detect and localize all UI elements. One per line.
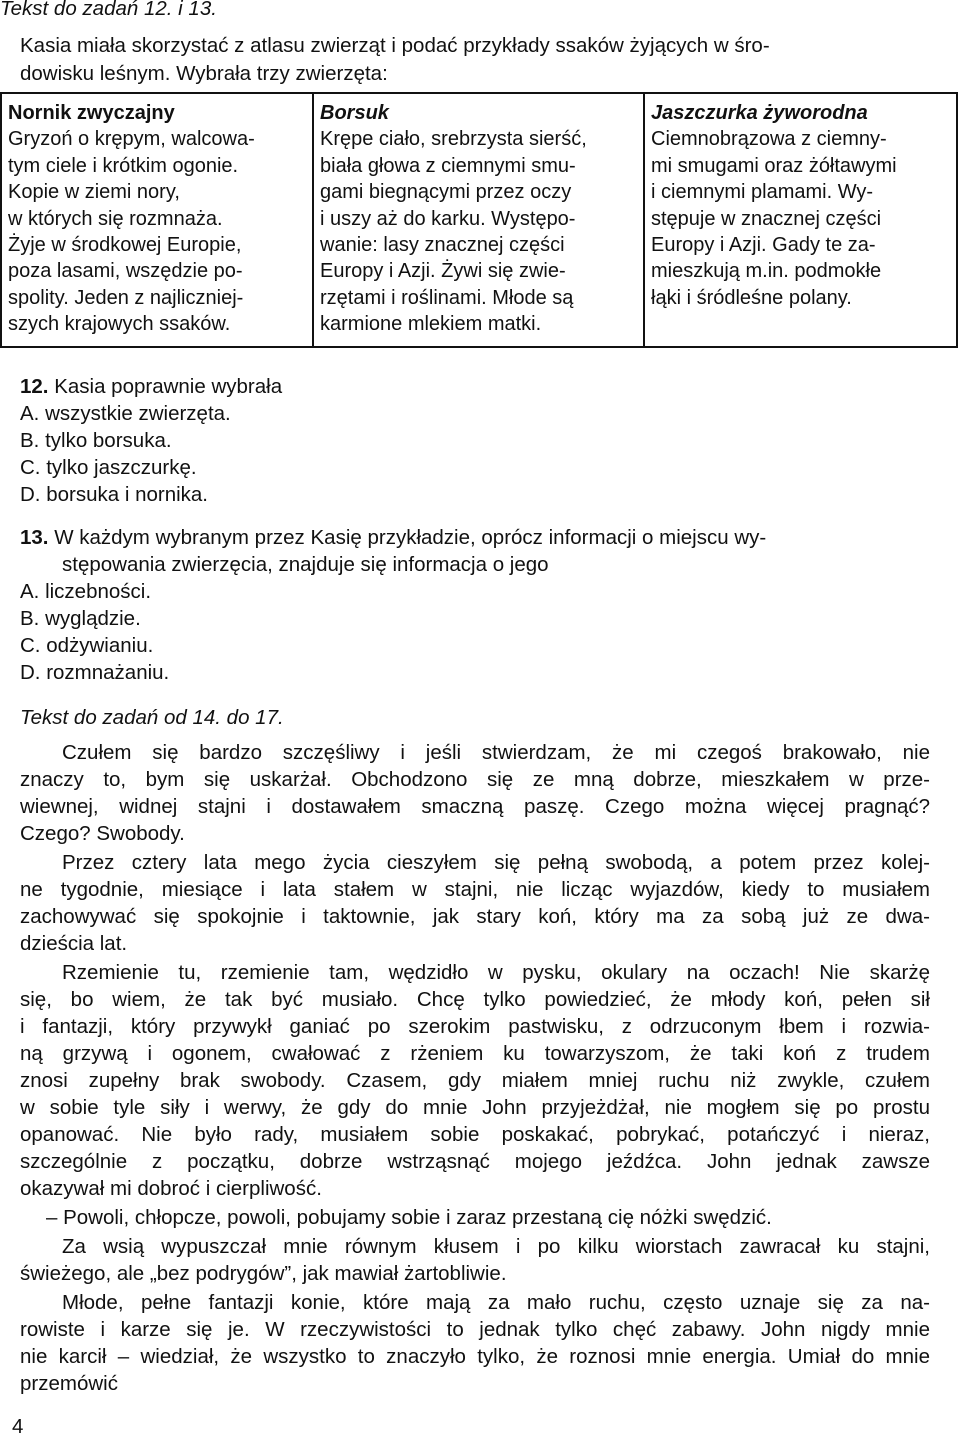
text2-line: nie karcił – wiedział, że wszystko to znaczyło tylko, że roznosi mnie energia. Umiał do mnie przemówić [20,1345,930,1395]
question-13-stem-1 [20,525,766,552]
animal-desc-line: Gryzoń o krępym, walcowa- [8,128,255,151]
text2-line: opanować. Nie było rady, musiałem sobie poskakać, pobrykać, potańczyć i nieraz, [20,1123,930,1146]
text2-line: świeżego, ale „bez podrygów”, jak mawiał żartobliwie. [20,1262,507,1285]
text2-line: się, bo wiem, że tak być musiało. Chcę tylko powiedzieć, że młody koń, pełen sił [20,988,930,1011]
animal-cell-nornik [1,93,313,347]
text2-line: ne tygodnie, miesiące i lata stałem w stajni, nie licząc wyjazdów, kiedy to musiałem [20,878,930,901]
text2-line: Za wsią wypuszczał mnie równym kłusem i po kilku wiorstach zawracał ku stajni, [62,1235,930,1258]
text-heading: Tekst do zadań 12. i 13. [0,0,217,20]
text2-line: Rzemienie tu, rzemienie tam, wędzidło w pysku, okulary na oczach! Nie skarżę [62,961,930,984]
page-number: 4 [12,1415,24,1438]
animal-desc-line: Ciemnobrązowa z ciemny- [651,128,887,151]
animal-desc-line: spolity. Jeden z najliczniej- [8,286,244,309]
text2-line: ną grzywą i ogonem, cwałować z rżeniem ku towarzyszom, że taki koń z trudem [20,1042,930,1065]
animal-desc-line: gami biegnącymi przez oczy [320,181,572,204]
animal-desc-line: mi smugami oraz żółtawymi [651,154,897,177]
animal-desc-line: Europy i Azji. Żywi się zwie- [320,260,566,283]
text2-line: wiewnej, widnej stajni i dostawałem smaczną paszę. Czego można więcej pragnąć? [20,795,930,818]
animals-table [0,92,958,348]
text2-line: Młode, pełne fantazji konie, które mają za mało ruchu, często uznaje się za na- [62,1291,930,1314]
text2-line: Czułem się bardzo szczęśliwy i jeśli stwierdzam, że mi czegoś brakowało, nie [62,741,930,764]
animal-desc-line: Żyje w środkowej Europie, [8,234,242,257]
question-12-option-b: B. tylko borsuka. [20,429,172,452]
animal-desc-line: rzętami i roślinami. Młode są [320,286,574,309]
animal-cell-borsuk [313,93,644,347]
animal-name: Nornik zwyczajny [8,102,175,124]
animal-desc-line: Europy i Azji. Gady te za- [651,234,876,257]
animal-desc-line: łąki i śródleśne polany. [651,286,852,309]
text2-line: szczególnie z początku, dobrze wstrząsnąć mojego jeźdźca. John jednak zawsze [20,1150,930,1173]
text2-line: dzieścia lat. [20,932,128,955]
question-13-option-b: B. wyglądzie. [20,607,141,630]
animal-desc-line: poza lasami, wszędzie po- [8,260,243,283]
animal-desc-line: szych krajowych ssaków. [8,313,231,336]
text2-line: w sobie tyle siły i werwy, że gdy do mnie John przyjeżdżał, nie mogłem się po prostu [20,1096,930,1119]
animal-desc-line: i uszy aż do karku. Występo- [320,207,576,230]
animal-name: Borsuk [320,102,389,124]
text2-line: zachowywać się spokojnie i taktownie, jak stary koń, który ma za sobą już ze dwa- [20,905,930,928]
question-text: Kasia poprawnie wybrała [48,375,283,398]
intro-line-1: Kasia miała skorzystać z atlasu zwierząt i podać przykłady ssaków żyjących w śro- [20,34,770,57]
question-12-stem [20,374,282,401]
text2-line: znaczy to, bym się uskarżał. Obchodzono się ze mną dobrze, mieszkałem w prze- [20,768,930,791]
animal-desc-line: stępuje w znacznej części [651,207,882,230]
animal-desc-line: i ciemnymi plamami. Wy- [651,181,874,204]
question-12-option-c: C. tylko jaszczurkę. [20,456,197,479]
animal-desc-line: tym ciele i krótkim ogonie. [8,154,239,177]
animal-name: Jaszczurka żyworodna [651,102,868,124]
text2-heading: Tekst do zadań od 14. do 17. [20,706,284,729]
question-13-stem-2: stępowania zwierzęcia, znajduje się informacja o jego [62,553,549,576]
text2-line: Przez cztery lata mego życia cieszyłem się pełną swobodą, a potem przez kolej- [62,851,930,874]
text2-line: rowiste i karze się je. W rzeczywistości to jednak tylko chęć zabawy. John nigdy mnie [20,1318,930,1341]
question-text: W każdym wybranym przez Kasię przykładzie, oprócz informacji o miejscu wy- [48,526,767,549]
animal-desc-line: w których się rozmnaża. [8,207,223,230]
text2-line: i fantazji, który przywykł ganiać po szerokim pastwisku, z odrzuconym łbem i rozwia- [20,1015,930,1038]
animal-desc-line: biała głowa z ciemnymi smu- [320,154,576,177]
question-number: 13. [20,526,49,549]
question-13-option-a: A. liczebności. [20,580,152,603]
animal-desc-line: Krępe ciało, srebrzysta sierść, [320,128,587,151]
question-13-option-c: C. odżywianiu. [20,634,154,657]
text2-line: Czego? Swobody. [20,822,185,845]
text2-line: znosi zupełny brak swobody. Czasem, gdy miałem mniej ruchu niż zwykle, czułem [20,1069,930,1092]
question-12-option-a: A. wszystkie zwierzęta. [20,402,231,425]
animal-desc-line: mieszkują m.in. podmokłe [651,260,882,283]
question-12-option-d: D. borsuka i nornika. [20,483,209,506]
animal-desc-line: Kopie w ziemi nory, [8,181,180,204]
animal-cell-jaszczurka [644,93,957,347]
intro-line-2: dowisku leśnym. Wybrała trzy zwierzęta: [20,62,388,85]
text2-line: – Powoli, chłopcze, powoli, pobujamy sobie i zaraz przestaną cię nóżki swędzić. [46,1206,772,1229]
animal-desc-line: karmione mlekiem matki. [320,313,542,336]
animal-desc-line: wanie: lasy znacznej części [320,234,565,257]
question-number: 12. [20,375,49,398]
question-13-option-d: D. rozmnażaniu. [20,661,170,684]
text2-line: okazywał mi dobroć i cierpliwość. [20,1177,322,1200]
